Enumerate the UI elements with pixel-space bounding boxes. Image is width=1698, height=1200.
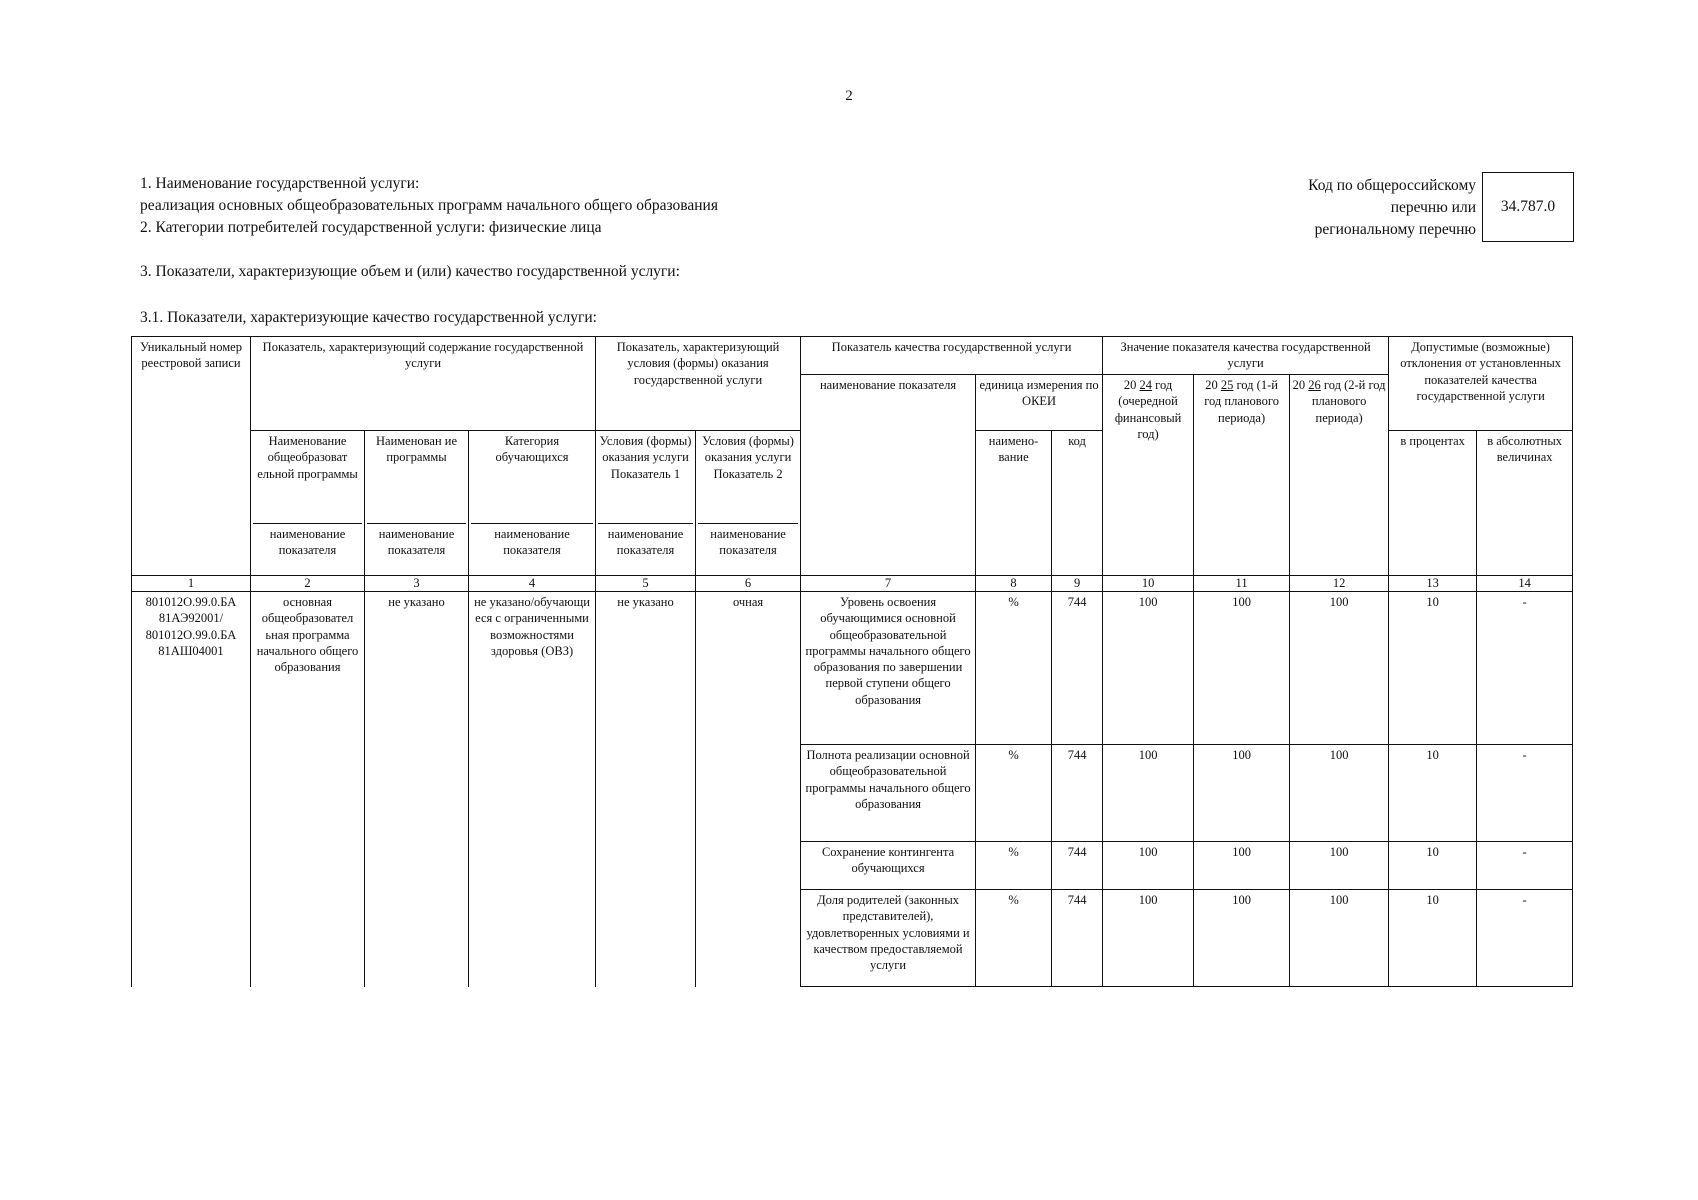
record-condition-1: не указано <box>596 592 696 987</box>
row-1-code: 744 <box>1052 592 1103 745</box>
col-num-7: 7 <box>801 576 976 592</box>
row-1-value-2: 100 <box>1194 592 1290 745</box>
header-col-3 <box>365 431 469 576</box>
year-2-prefix: 20 <box>1205 378 1218 392</box>
registry-code-value: 34.787.0 <box>1500 198 1556 215</box>
col-num-10: 10 <box>1103 576 1194 592</box>
column-numbers-row <box>132 576 1573 592</box>
col-4-sublabel: наименование показателя <box>471 523 593 559</box>
header-year-1 <box>1103 375 1194 576</box>
header-col-5 <box>596 431 696 576</box>
col-num-3: 3 <box>365 576 469 592</box>
indicators-heading: 3. Показатели, характеризующие объем и (или) качество государственной услуги: <box>140 263 680 280</box>
registry-code-label-line2: перечню или <box>1390 199 1476 216</box>
col-num-11: 11 <box>1194 576 1290 592</box>
year-1-prefix: 20 <box>1123 378 1137 392</box>
record-program-name: не указано <box>365 592 469 987</box>
year-1-number: 24 <box>1139 378 1153 392</box>
row-2-indicator-name: Полнота реализации основной общеобразовательной программы начального общего образования <box>801 745 976 842</box>
registry-code-box <box>1482 172 1574 242</box>
header-deviation-absolute: в абсолютных величинах <box>1477 431 1573 576</box>
row-4-indicator-name: Доля родителей (законных представителей), удовлетворенных условиями и качеством предоставляемой услуги <box>801 890 976 987</box>
header-year-2 <box>1194 375 1290 576</box>
registry-code-label-line3: региональному перечню <box>1314 221 1476 238</box>
header-deviation-percent: в процентах <box>1389 431 1477 576</box>
col-2-sublabel: наименование показателя <box>253 523 362 559</box>
year-3-number: 26 <box>1308 378 1321 392</box>
header-unit-code: код <box>1052 431 1103 576</box>
row-3-deviation-absolute: - <box>1477 842 1573 890</box>
row-1-unit: % <box>976 592 1052 745</box>
record-program: основная общеобразовател ьная программа начального общего образования <box>251 592 365 987</box>
registry-code-label <box>1260 175 1476 241</box>
col-6-title: Условия (формы) оказания услуги Показатель 2 <box>702 434 794 481</box>
quality-indicators-table <box>131 336 1573 987</box>
col-num-2: 2 <box>251 576 365 592</box>
quality-indicators-heading: 3.1. Показатели, характеризующие качество государственной услуги: <box>140 309 597 326</box>
row-2-value-3: 100 <box>1290 745 1389 842</box>
col-3-sublabel: наименование показателя <box>367 523 466 559</box>
header-col-2 <box>251 431 365 576</box>
row-1-value-3: 100 <box>1290 592 1389 745</box>
header-unit-okei: единица измерения по ОКЕИ <box>976 375 1103 431</box>
col-num-6: 6 <box>696 576 801 592</box>
col-2-title: Наименование общеобразоват ельной программы <box>257 434 358 481</box>
row-4-unit: % <box>976 890 1052 987</box>
header-indicator-name: наименование показателя <box>801 375 976 576</box>
header-conditions-indicator: Показатель, характеризующий условия (формы) оказания государственной услуги <box>596 337 801 431</box>
row-4-deviation-absolute: - <box>1477 890 1573 987</box>
row-1-value-1: 100 <box>1103 592 1194 745</box>
row-3-value-1: 100 <box>1103 842 1194 890</box>
record-category: не указано/обучающи еся с ограниченными возможностями здоровья (ОВЗ) <box>469 592 596 987</box>
row-3-value-3: 100 <box>1290 842 1389 890</box>
year-2-number: 25 <box>1220 378 1234 392</box>
row-4-value-3: 100 <box>1290 890 1389 987</box>
col-num-13: 13 <box>1389 576 1477 592</box>
row-4-deviation-percent: 10 <box>1389 890 1477 987</box>
col-5-sublabel: наименование показателя <box>598 523 693 559</box>
consumer-category: 2. Категории потребителей государственной услуги: физические лица <box>140 219 602 236</box>
record-id: 801012О.99.0.БА 81АЭ92001/ 801012О.99.0.БА 81АШ04001 <box>132 592 251 987</box>
year-1-caption: год (очередной финансовый год) <box>1114 378 1182 441</box>
row-2-value-1: 100 <box>1103 745 1194 842</box>
row-4-code: 744 <box>1052 890 1103 987</box>
row-3-deviation-percent: 10 <box>1389 842 1477 890</box>
page-number: 2 <box>845 88 853 104</box>
col-num-9: 9 <box>1052 576 1103 592</box>
row-4-value-1: 100 <box>1103 890 1194 987</box>
header-col-6 <box>696 431 801 576</box>
row-3-code: 744 <box>1052 842 1103 890</box>
row-3-indicator-name: Сохранение контингента обучающихся <box>801 842 976 890</box>
header-quality-indicator: Показатель качества государственной услуги <box>801 337 1103 375</box>
header-quality-value: Значение показателя качества государственной услуги <box>1103 337 1389 375</box>
row-2-deviation-absolute: - <box>1477 745 1573 842</box>
year-3-prefix: 20 <box>1292 378 1306 392</box>
row-3-value-2: 100 <box>1194 842 1290 890</box>
row-2-value-2: 100 <box>1194 745 1290 842</box>
header-unit-name: наимено- вание <box>976 431 1052 576</box>
row-1-deviation-percent: 10 <box>1389 592 1477 745</box>
header-year-3 <box>1290 375 1389 576</box>
row-1-deviation-absolute: - <box>1477 592 1573 745</box>
header-allowed-deviation: Допустимые (возможные) отклонения от установленных показателей качества государственной услуги <box>1389 337 1573 431</box>
service-name-heading: 1. Наименование государственной услуги: <box>140 175 420 192</box>
col-num-14: 14 <box>1477 576 1573 592</box>
col-3-title: Наименован ие программы <box>376 434 457 465</box>
row-3-unit: % <box>976 842 1052 890</box>
col-6-sublabel: наименование показателя <box>698 523 798 559</box>
registry-code-label-line1: Код по общероссийскому <box>1308 177 1476 194</box>
table-row <box>132 592 1573 745</box>
row-2-deviation-percent: 10 <box>1389 745 1477 842</box>
col-5-title: Условия (формы) оказания услуги Показатель 1 <box>599 434 692 481</box>
record-condition-2: очная <box>696 592 801 987</box>
year-3-caption: год (2-й год планового периода) <box>1311 378 1386 425</box>
col-num-8: 8 <box>976 576 1052 592</box>
service-name: реализация основных общеобразовательных программ начального общего образования <box>140 197 718 214</box>
header-col-4 <box>469 431 596 576</box>
row-1-indicator-name: Уровень освоения обучающимися основной общеобразовательной программы начального общего образования по завершении первой ступени общего образования <box>801 592 976 745</box>
header-content-indicator: Показатель, характеризующий содержание государственной услуги <box>251 337 596 431</box>
row-2-code: 744 <box>1052 745 1103 842</box>
row-2-unit: % <box>976 745 1052 842</box>
year-2-caption: год (1-й год планового периода) <box>1204 378 1279 425</box>
col-num-4: 4 <box>469 576 596 592</box>
header-unique-number: Уникальный номер реестровой записи <box>132 337 251 576</box>
col-4-title: Категория обучающихся <box>495 434 569 465</box>
col-num-12: 12 <box>1290 576 1389 592</box>
col-num-5: 5 <box>596 576 696 592</box>
row-4-value-2: 100 <box>1194 890 1290 987</box>
col-num-1: 1 <box>132 576 251 592</box>
